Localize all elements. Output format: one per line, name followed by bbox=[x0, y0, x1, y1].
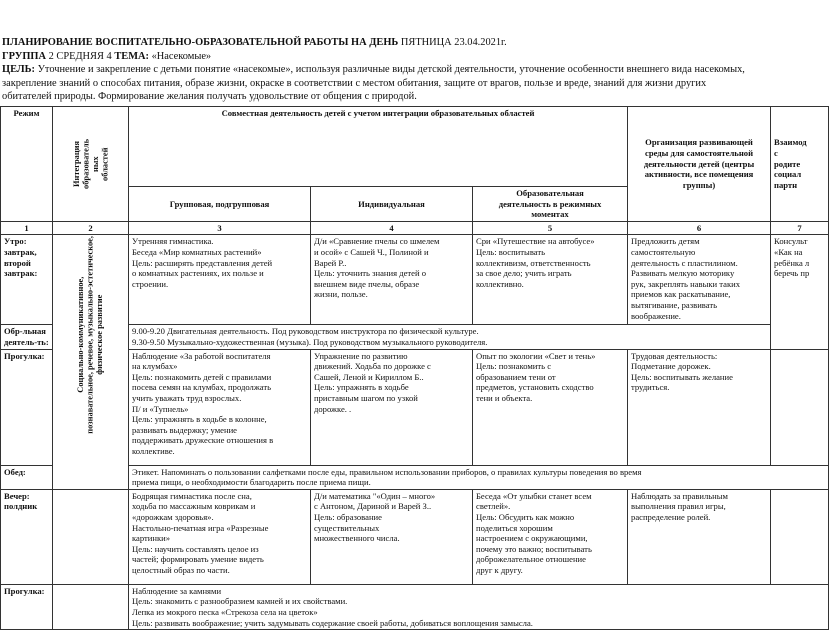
group-line bbox=[2, 50, 814, 64]
col-individual: Индивидуальная bbox=[311, 187, 473, 222]
row-label-activity: Обр-льная деятель-ть: bbox=[1, 325, 53, 349]
number-row: 1 2 3 4 5 6 7 bbox=[1, 221, 829, 235]
walk-environment: Трудовая деятельность: Подметание дорожек. Цель: воспитывать желание трудиться. bbox=[628, 349, 771, 465]
goal-line: обитателей природы. Формирование желания получать удовольствие от общения с природой. bbox=[2, 91, 417, 102]
day-date: ПЯТНИЦА 23.04.2021г. bbox=[400, 37, 507, 48]
title-line bbox=[2, 36, 814, 50]
col-environment: Организация развивающей среды для самостоятельной деятельности детей (центры активности, все помещения группы) bbox=[628, 107, 771, 222]
plan-header bbox=[2, 36, 814, 104]
row-label-evening: Вечер: полдник bbox=[1, 489, 53, 584]
walk2-integration bbox=[53, 584, 129, 629]
row-walk-2 bbox=[1, 584, 829, 629]
goal-line: закрепление знаний о способах питания, образе жизни, окраске в соответствии с местом обитания, защите от врагов, пользе и вреде, знаний для жизни других bbox=[2, 77, 707, 89]
col-joint: Совместная деятельность детей с учетом интеграции образовательных областей bbox=[129, 107, 628, 187]
row-label-morning: Утро: завтрак, второй завтрак: bbox=[1, 235, 53, 325]
walk-parents bbox=[771, 349, 829, 465]
col-group: Групповая, подгрупповая bbox=[129, 187, 311, 222]
page-title: ПЛАНИРОВАНИЕ ВОСПИТАТЕЛЬНО-ОБРАЗОВАТЕЛЬНОЙ РАБОТЫ НА ДЕНЬ bbox=[2, 37, 399, 48]
group-value: 2 СРЕДНЯЯ 4 bbox=[48, 50, 112, 62]
theme-value: «Насекомые» bbox=[151, 50, 212, 62]
col-regime: Режим bbox=[1, 107, 53, 222]
walk-moments: Опыт по экологии «Свет и тень» Цель: познакомить с образованием тени от предметов, установить сходство тени и объекта. bbox=[473, 349, 628, 465]
morning-individual: Д/и «Сравнение пчелы со шмелем и осой» с Сашей Ч., Полиной и Варей Р.. Цель: уточнить знания детей о внешнем виде пчелы, образе жизни, пользе. bbox=[311, 235, 473, 325]
row-label-walk-2: Прогулка: bbox=[1, 584, 53, 629]
evening-integration bbox=[53, 489, 129, 584]
plan-table bbox=[0, 106, 829, 630]
row-label-lunch: Обед: bbox=[1, 465, 53, 489]
header-row bbox=[1, 107, 829, 187]
evening-environment: Наблюдать за правильным выполнения правил игры, распределение ролей. bbox=[628, 489, 771, 584]
col-regime-moments: Образовательная деятельность в режимных моментах bbox=[473, 187, 628, 222]
goal-label: ЦЕЛЬ: bbox=[2, 64, 35, 75]
row-morning bbox=[1, 235, 829, 325]
walk2-content: Наблюдение за камнями Цель: знакомить с разнообразием камней и их свойствами. Лепка из мокрого песка «Стрекоза села на цветок» Цель: развивать воображение; учить задумывать содержание своей работы, добиваться воплощения замысла. bbox=[129, 584, 829, 629]
goal-text bbox=[2, 63, 814, 104]
morning-group: Утренняя гимнастика. Беседа «Мир комнатных растений» Цель: расширять представления детей о комнатных растениях, их пользе и строении. bbox=[129, 235, 311, 325]
theme-label: ТЕМА: bbox=[114, 50, 149, 62]
evening-parents bbox=[771, 489, 829, 584]
evening-group: Бодрящая гимнастика после сна, ходьба по массажным коврикам и «дорожкам здоровья». Настольно-печатная игра «Разрезные картинки» Цель: научить составлять целое из частей; формировать умение видеть целостный образ по части. bbox=[129, 489, 311, 584]
row-evening bbox=[1, 489, 829, 584]
morning-environment: Предложить детям самостоятельную деятельность с пластилином. Развивать мелкую моторику рук, закреплять навыки таких приемов как раскатывание, вытягивание, развивать воображение. bbox=[628, 235, 771, 325]
morning-moments: Сри «Путешествие на автобусе» Цель: воспитывать коллективизм, ответственность за свое дело; учить играть коллективно. bbox=[473, 235, 628, 325]
morning-parents: Консульт «Как на ребёнка л беречь пр bbox=[771, 235, 829, 349]
evening-moments: Беседа «От улыбки станет всем светлей». Цель: Обсудить как можно поделиться хорошим настроением с окружающими, почему это важно; воспитывать доброжелательное отношение друг к другу. bbox=[473, 489, 628, 584]
col-integration: Интеграция образователь ных областей bbox=[53, 107, 129, 222]
walk-group: Наблюдение «За работой воспитателя на клумбах» Цель: познакомить детей с правилами посева семян на клумбах, продолжать учить уважать труд взрослых. П/ и «Тупнель» Цель: упражнять в ходьбе в колонне, развивать выдержку; умение поддерживать дружеские отношения в коллективе. bbox=[129, 349, 311, 465]
walk-individual: Упражнение по развитию движений. Ходьба по дорожке с Сашей, Леной и Кириллом Б.. Цель: упражнять в ходьбе приставным шагом по узкой дорожке. . bbox=[311, 349, 473, 465]
row-label-walk: Прогулка: bbox=[1, 349, 53, 465]
col-parents: Взаимод с родите социал партн bbox=[771, 107, 829, 222]
lunch-etiquette: Этикет. Напоминать о пользовании салфетками после еды, правильном использовании приборов, о правилах культуры поведения во время приема пищи, о необходимости благодарить после приема пищи. bbox=[129, 465, 829, 489]
integration-areas: Социально-коммуникативное, познавательное, речевое, музыкально-эстетическое, физическое развитие bbox=[53, 235, 129, 489]
goal-line: Уточнение и закрепление с детьми понятие «насекомые», используя различные виды детской деятельности, уточнение особенности внешнего вида насекомых, bbox=[37, 64, 745, 75]
activity-schedule: 9.00-9.20 Двигательная деятельность. Под руководством инструктора по физической культуре. 9.30-9.50 Музыкально-художественная (музыка). Под руководством музыкального руководителя. bbox=[129, 325, 771, 349]
evening-individual: Д/и математика "«Один – много» с Антоном, Дариной и Варей З.. Цель: образование существительных множественного числа. bbox=[311, 489, 473, 584]
group-label: ГРУППА bbox=[2, 50, 46, 62]
